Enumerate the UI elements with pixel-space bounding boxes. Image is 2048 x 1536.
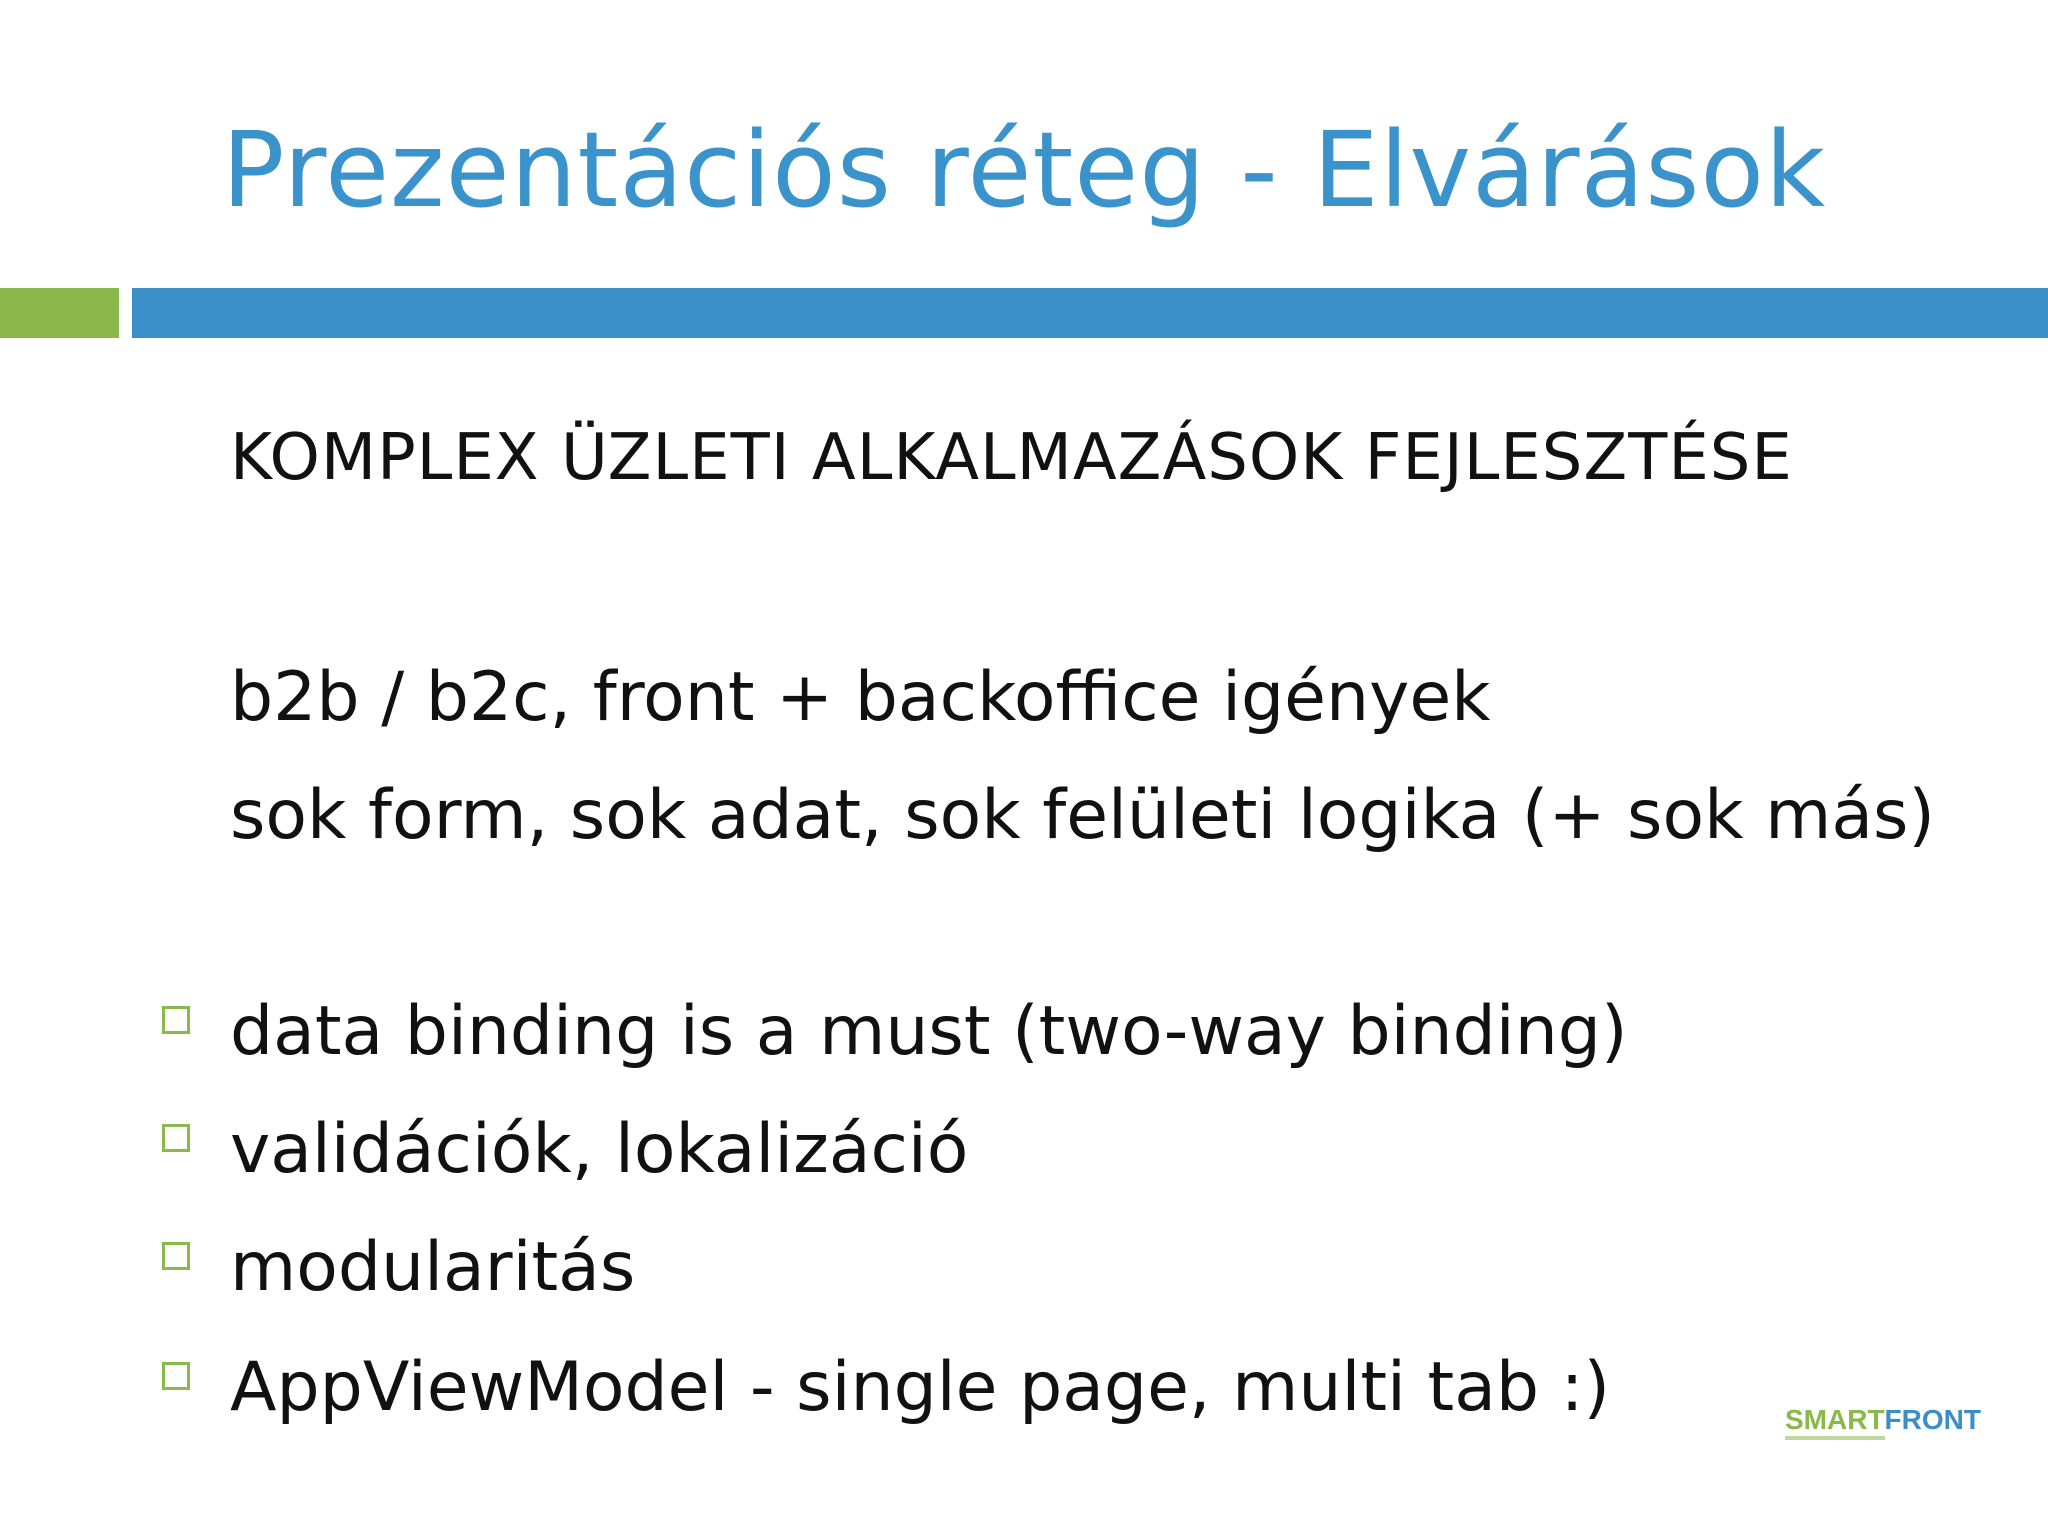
slide-heading: KOMPLEX ÜZLETI ALKALMAZÁSOK FEJLESZTÉSE	[230, 421, 1793, 495]
bullet-text: AppViewModel - single page, multi tab :)	[230, 1348, 1611, 1427]
bullet-item	[162, 1228, 1982, 1324]
bullet-text: validációk, lokalizáció	[230, 1110, 969, 1189]
square-outline-icon	[162, 1242, 190, 1270]
smartfront-logo	[1785, 1406, 1981, 1440]
square-outline-icon	[162, 1124, 190, 1152]
body-line-2: sok form, sok adat, sok felületi logika (+ sok más)	[230, 776, 1935, 855]
bullet-text: data binding is a must (two-way binding)	[230, 992, 1628, 1071]
logo-smart-text: SMART	[1785, 1404, 1885, 1435]
accent-bar-green	[0, 288, 119, 338]
body-line-1: b2b / b2c, front + backoffice igények	[230, 658, 1491, 737]
bullet-item	[162, 992, 1982, 1088]
square-outline-icon	[162, 1362, 190, 1390]
accent-bar-blue	[132, 288, 2048, 338]
bullet-text: modularitás	[230, 1228, 636, 1307]
square-outline-icon	[162, 1006, 190, 1034]
logo-front-text: FRONT	[1884, 1404, 1981, 1435]
logo-tagline-mark	[1785, 1436, 1885, 1440]
slide-title: Prezentációs réteg - Elvárások	[221, 109, 1827, 231]
bullet-item	[162, 1110, 1982, 1206]
bullet-item	[162, 1348, 1982, 1444]
